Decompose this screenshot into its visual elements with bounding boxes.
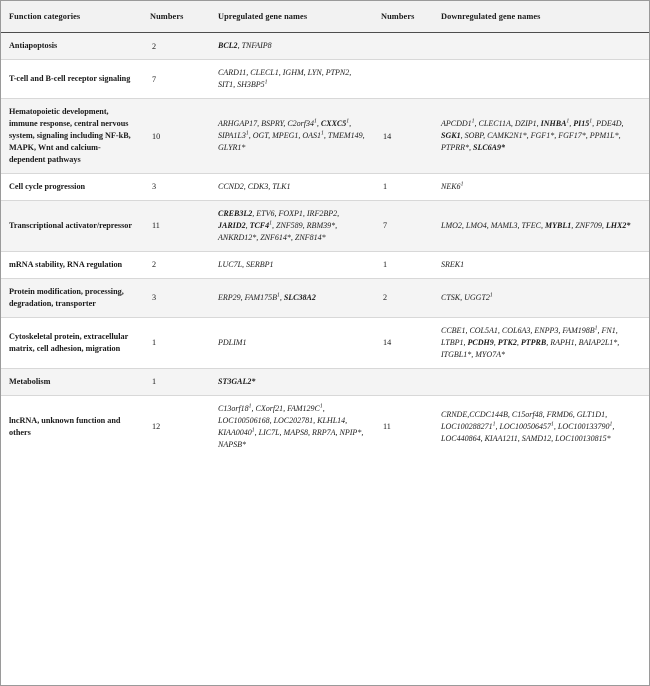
table-row — [1, 278, 649, 317]
cell-upregulated-count: 11 — [142, 200, 210, 251]
cell-upregulated-genes: CARD11, CLECL1, IGHM, LYN, PTPN2, SIT1, $SH3BP5^1$ — [210, 60, 373, 99]
cell-downregulated-count: 14 — [373, 99, 433, 173]
cell-downregulated-count: 11 — [373, 395, 433, 458]
table-row — [1, 60, 649, 99]
cell-upregulated-genes: ST3GAL2* — [210, 368, 373, 395]
cell-downregulated-genes — [433, 33, 649, 60]
cell-downregulated-genes: SREK1 — [433, 251, 649, 278]
cell-downregulated-genes — [433, 60, 649, 99]
cell-downregulated-count: 1 — [373, 173, 433, 200]
table-row — [1, 99, 649, 173]
cell-downregulated-count: 1 — [373, 251, 433, 278]
cell-upregulated-genes: $C13orf18^1$, CXorf21, $FAM129C^1$, LOC100506168, LOC202781, KLHL14, KIAA0040$^1$, LIC7L, MAPS8, RRP7A, NPIP*, NAPSB* — [210, 395, 373, 458]
column-header-upregulated-gene-names: Upregulated gene names — [210, 1, 373, 33]
cell-downregulated-genes: CTSK, $UGGT2^1$ — [433, 278, 649, 317]
cell-upregulated-genes: CCND2, CDK3, TLK1 — [210, 173, 373, 200]
column-header-downregulated-gene-names: Downregulated gene names — [433, 1, 649, 33]
cell-downregulated-genes: LMO2, LMO4, MAML3, TFEC, MYBL1, ZNF709, LHX2* — [433, 200, 649, 251]
cell-downregulated-count — [373, 33, 433, 60]
cell-upregulated-count: 1 — [142, 368, 210, 395]
column-header-numbers-upregulated: Numbers — [142, 1, 210, 33]
column-header-function-categories: Function categories — [1, 1, 142, 33]
cell-upregulated-genes: BCL2, TNFAIP8 — [210, 33, 373, 60]
cell-downregulated-genes — [433, 368, 649, 395]
cell-upregulated-count: 2 — [142, 33, 210, 60]
table-row — [1, 33, 649, 60]
cell-upregulated-count: 7 — [142, 60, 210, 99]
cell-function-category: Protein modification, processing, degradation, transporter — [1, 278, 142, 317]
cell-function-category: mRNA stability, RNA regulation — [1, 251, 142, 278]
cell-function-category: Cytoskeletal protein, extracellular matrix, cell adhesion, migration — [1, 317, 142, 368]
cell-function-category: Metabolism — [1, 368, 142, 395]
cell-function-category: lncRNA, unknown function and others — [1, 395, 142, 458]
cell-upregulated-count: 3 — [142, 278, 210, 317]
cell-downregulated-count: 14 — [373, 317, 433, 368]
table-header — [1, 1, 649, 33]
table-row — [1, 395, 649, 458]
cell-upregulated-genes: PDLIM1 — [210, 317, 373, 368]
gene-category-table — [1, 1, 649, 458]
cell-function-category: Hematopoietic development, immune response, central nervous system, signaling including NF-kB, MAPK, Wnt and calcium-dependent pathways — [1, 99, 142, 173]
cell-downregulated-genes: CCBE1, COL5A1, COL6A3, ENPP3, $FAM198B^1$, FN1, LTBP1, PCDH9, PTK2, PTPRB, RAPH1, BAIAP2L1*, ITGBL1*, MYO7A* — [433, 317, 649, 368]
cell-downregulated-count: 2 — [373, 278, 433, 317]
cell-function-category: Cell cycle progression — [1, 173, 142, 200]
table-row — [1, 200, 649, 251]
cell-downregulated-genes: CRNDE,CCDC144B, C15orf48, FRMD6, GLT1D1, LOC100288271$^1$, LOC100506457$^1$, LOC100133790$^1$, LOC440864, KIAA1211, SAMD12, LOC100130815* — [433, 395, 649, 458]
table-row — [1, 317, 649, 368]
cell-upregulated-count: 2 — [142, 251, 210, 278]
cell-upregulated-genes: CREB3L2, ETV6, FOXP1, IRF2BP2, JARID2, $TCF4^1$, ZNF589, RBM39*, ANKRD12*, ZNF614*, ZNF814* — [210, 200, 373, 251]
table-row — [1, 173, 649, 200]
cell-function-category: T-cell and B-cell receptor signaling — [1, 60, 142, 99]
table-row — [1, 251, 649, 278]
table-row — [1, 368, 649, 395]
column-header-numbers-downregulated: Numbers — [373, 1, 433, 33]
table-body — [1, 33, 649, 458]
cell-function-category: Transcriptional activator/repressor — [1, 200, 142, 251]
cell-upregulated-count: 10 — [142, 99, 210, 173]
cell-upregulated-genes: ARHGAP17, BSPRY, $C2orf34^1$, $CXXC5^1$, $SIPA1L3^1$, OGT, MPEG1, $OAS1^1$, TMEM149, GLYR1* — [210, 99, 373, 173]
table-header-row — [1, 1, 649, 33]
cell-upregulated-genes: LUC7L, SERBP1 — [210, 251, 373, 278]
cell-downregulated-count — [373, 368, 433, 395]
cell-upregulated-count: 12 — [142, 395, 210, 458]
cell-upregulated-count: 3 — [142, 173, 210, 200]
cell-downregulated-genes: $APCDD1^1$, CLEC11A, DZIP1, INHBA$^1$, $PI15^1$, PDE4D, SGK1, SOBP, CAMK2N1*, FGF1*, FGF17*, PPM1L*, PTPRR*, SLC6A9* — [433, 99, 649, 173]
cell-upregulated-genes: ERP29, $FAM175B^1$, SLC38A2 — [210, 278, 373, 317]
cell-downregulated-count: 7 — [373, 200, 433, 251]
cell-upregulated-count: 1 — [142, 317, 210, 368]
cell-downregulated-genes: $NEK6^1$ — [433, 173, 649, 200]
cell-function-category: Antiapoptosis — [1, 33, 142, 60]
cell-downregulated-count — [373, 60, 433, 99]
